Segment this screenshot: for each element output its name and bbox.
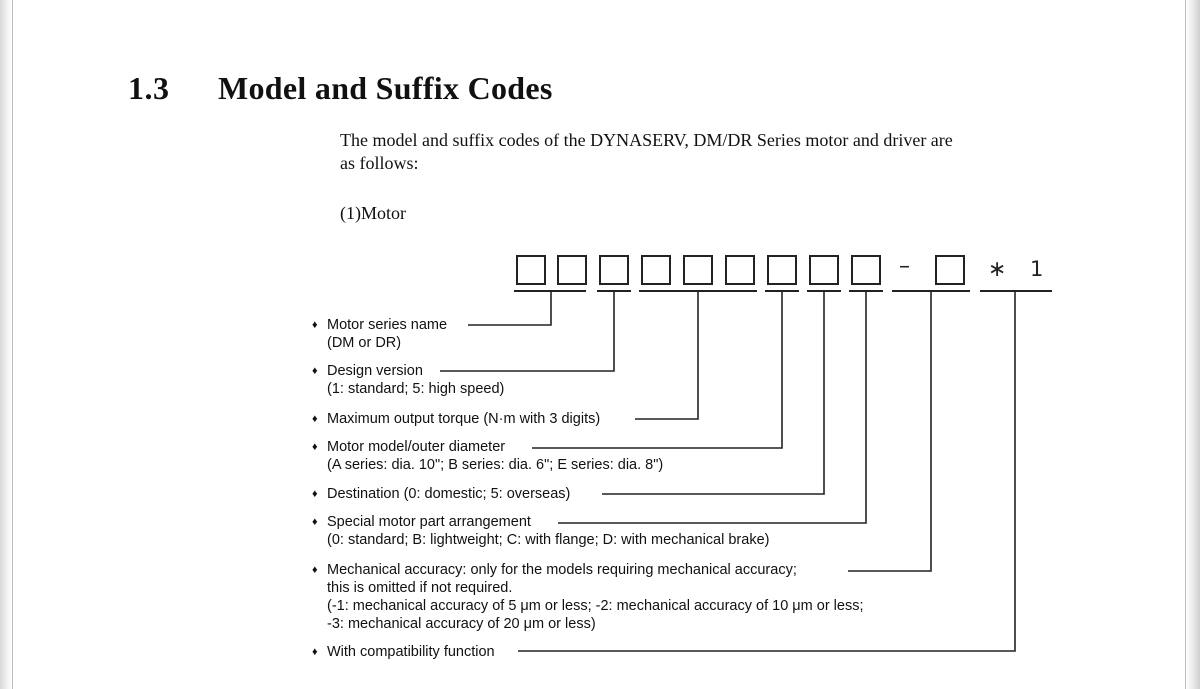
item-line: Special motor part arrangement	[327, 514, 531, 530]
item-line: (0: standard; B: lightweight; C: with flange; D: with mechanical brake)	[327, 532, 770, 548]
item-line: Motor series name	[327, 317, 448, 333]
item-line: (1: standard; 5: high speed)	[327, 381, 505, 397]
section-title: Model and Suffix Codes	[218, 70, 553, 106]
item-line: (DM or DR)	[327, 335, 402, 351]
item-line: -3: mechanical accuracy of 20 μm or less)	[327, 616, 596, 632]
bullet-icon: ♦	[312, 365, 318, 377]
asterisk-symbol: ∗	[988, 257, 1007, 282]
item-line: Mechanical accuracy: only for the models requiring mechanical accuracy;	[327, 562, 797, 578]
suffix-digit: 1	[1030, 257, 1044, 281]
subheading-motor: (1)Motor	[340, 203, 406, 223]
item-line: Destination (0: domestic; 5: overseas)	[327, 486, 571, 502]
bullet-icon: ♦	[312, 413, 318, 425]
bullet-icon: ♦	[312, 319, 318, 331]
intro-line-1: The model and suffix codes of the DYNASERV, DM/DR Series motor and driver are	[340, 130, 953, 150]
bullet-icon: ♦	[312, 646, 318, 658]
leader-accuracy	[848, 292, 931, 571]
item-line: Motor model/outer diameter	[327, 439, 506, 455]
leader-torque	[635, 292, 698, 419]
item-line: Design version	[327, 363, 423, 379]
leader-special	[558, 292, 866, 523]
bullet-icon: ♦	[312, 441, 318, 453]
code-dash: –	[899, 254, 910, 279]
leader-series	[468, 292, 551, 325]
section-number: 1.3	[128, 70, 170, 106]
item-line: this is omitted if not required.	[327, 580, 513, 596]
bullet-icon: ♦	[312, 488, 318, 500]
intro-line-2: as follows:	[340, 153, 419, 173]
item-line: (-1: mechanical accuracy of 5 μm or less; -2: mechanical accuracy of 10 μm or less;	[327, 598, 864, 614]
bullet-icon: ♦	[312, 516, 318, 528]
item-line: (A series: dia. 10"; B series: dia. 6"; E series: dia. 8")	[327, 457, 664, 473]
bullet-icon: ♦	[312, 564, 318, 576]
item-line: Maximum output torque (N·m with 3 digits)	[327, 411, 601, 427]
item-line: With compatibility function	[327, 644, 495, 660]
leader-design	[440, 292, 614, 371]
